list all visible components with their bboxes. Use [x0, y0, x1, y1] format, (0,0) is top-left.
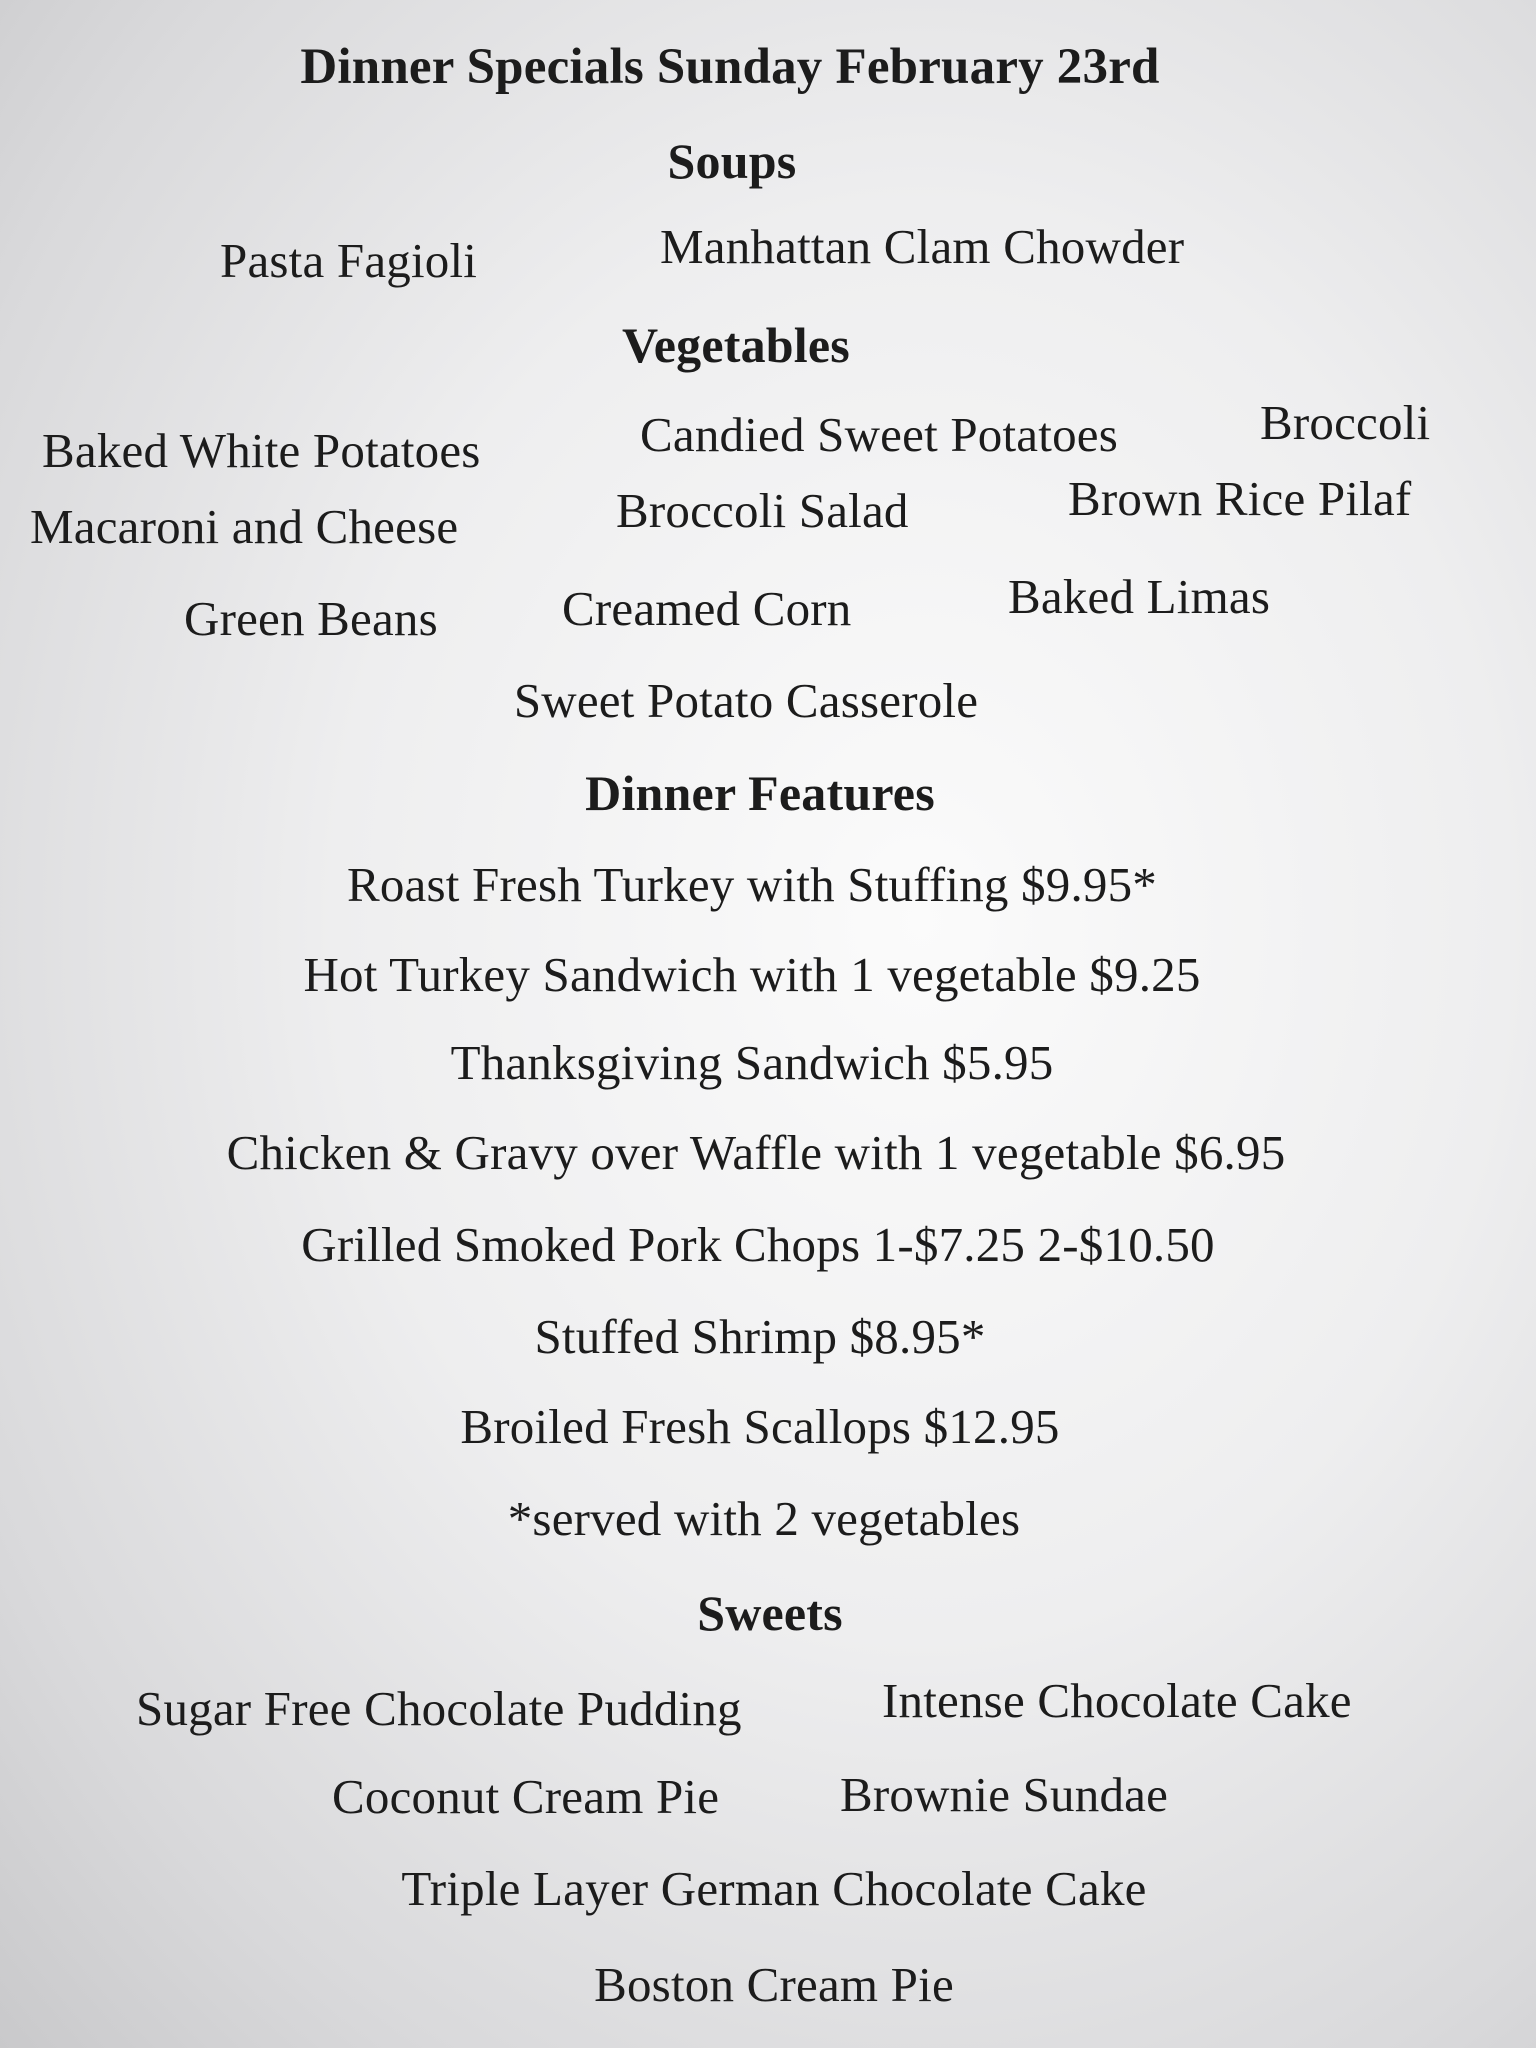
menu-title: Dinner Specials Sunday February 23rd [300, 39, 1160, 95]
dinner-features-heading: Dinner Features [585, 765, 935, 821]
soup-item: Pasta Fagioli [220, 233, 478, 288]
vegetable-item: Brown Rice Pilaf [1068, 471, 1412, 526]
soups-heading: Soups [667, 133, 797, 189]
vegetable-item: Baked White Potatoes [42, 423, 481, 478]
vegetable-item: Baked Limas [1008, 569, 1271, 624]
vegetables-heading: Vegetables [622, 317, 850, 373]
soup-item: Manhattan Clam Chowder [660, 219, 1185, 274]
sweet-item: Sugar Free Chocolate Pudding [136, 1681, 742, 1736]
feature-item: Roast Fresh Turkey with Stuffing $9.95* [346, 857, 1158, 912]
feature-item: Stuffed Shrimp $8.95* [534, 1309, 986, 1364]
feature-item: Grilled Smoked Pork Chops 1-$7.25 2-$10.50 [301, 1217, 1215, 1272]
vegetable-item: Macaroni and Cheese [30, 499, 459, 554]
sweet-item: Intense Chocolate Cake [882, 1673, 1352, 1728]
sweet-item: Brownie Sundae [840, 1767, 1169, 1822]
vegetable-item: Broccoli [1260, 395, 1431, 450]
vegetable-item: Green Beans [184, 591, 438, 646]
feature-item: Broiled Fresh Scallops $12.95 [460, 1399, 1060, 1454]
vegetable-item: Candied Sweet Potatoes [640, 407, 1118, 462]
sweets-heading: Sweets [697, 1585, 843, 1641]
vegetable-item: Broccoli Salad [616, 483, 909, 538]
feature-item: Thanksgiving Sandwich $5.95 [450, 1035, 1054, 1090]
features-note: *served with 2 vegetables [507, 1491, 1021, 1546]
vegetable-item: Creamed Corn [562, 581, 852, 636]
feature-item: Chicken & Gravy over Waffle with 1 vegetable $6.95 [226, 1125, 1286, 1180]
sweet-item: Triple Layer German Chocolate Cake [401, 1861, 1147, 1916]
vegetable-item: Sweet Potato Casserole [513, 673, 979, 728]
sweet-item: Coconut Cream Pie [332, 1769, 720, 1824]
sweet-item: Boston Cream Pie [594, 1957, 954, 2012]
feature-item: Hot Turkey Sandwich with 1 vegetable $9.25 [303, 947, 1201, 1002]
